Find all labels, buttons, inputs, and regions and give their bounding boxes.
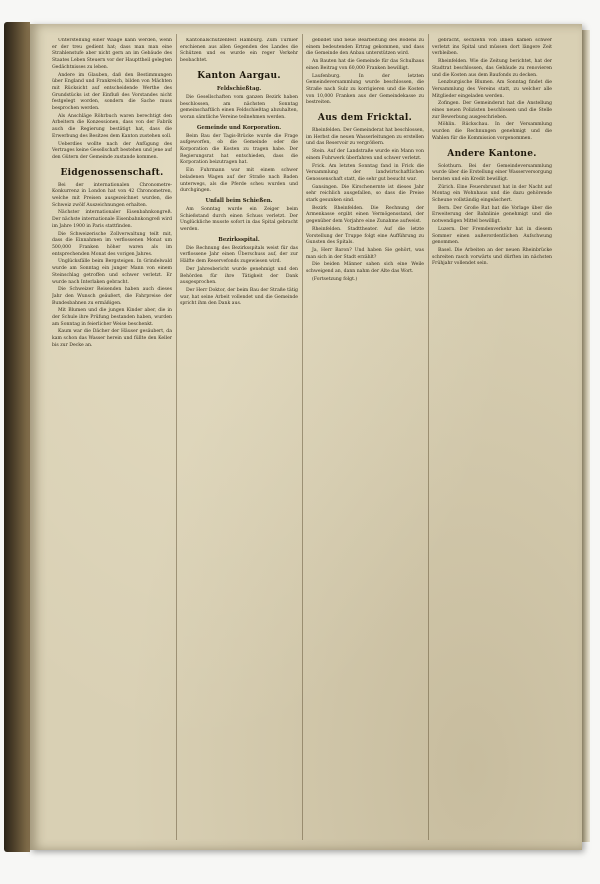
article-paragraph: gebildet und neue Bearbeitung des Bodens zu einem bedeutenden Ertrag gekommen, und dass die Gemeinde den Anbau unterstützen wird. [306,38,424,57]
article-subheading: Feldschießtag. [216,85,262,92]
article-paragraph: Gansingen. Die Kirschenernte ist dieses Jahr sehr reichlich ausgefallen, so dass die Preise stark gesunken sind. [306,184,424,204]
book-spine-edge [4,22,30,852]
article-paragraph: Bezirk Rheinfelden. Die Rechnung der Armenkasse ergibt einen Vermögensstand, der gegenüber dem Vorjahre eine Zunahme aufweist. [306,205,424,225]
article-paragraph: Stein. Auf der Landstraße wurde ein Mann von einem Fuhrwerk überfahren und schwer verletzt. [306,149,424,161]
article-paragraph: An Bauten hat die Gemeinde für das Schulhaus einen Beitrag von 60,000 Franken bewilligt. [306,59,424,71]
article-paragraph: Rheinfelden. Der Gemeinderat hat beschlossen, im Herbst die neuen Wasserleitungen zu erstellen und das Reservoir zu vergrößern. [306,128,424,147]
article-paragraph: Mit Blumen und die jungen Kinder aber, die in der Schule ihre Prüfung bestanden haben, wurden am Sonntag in feierlicher Weise beschenkt. [52,308,172,327]
article-paragraph: Der Herr Doktor, der beim Bau der Straße tätig war, hat seine Arbeit vollendet und die Gemeinde spricht ihm den Dank aus. [180,287,298,307]
column-1 [52,38,172,838]
column-rule [302,34,303,840]
article-paragraph: Ja, Herr Baron? Und haben Sie gehört, was man sich in der Stadt erzählt? [306,247,424,260]
column-rule [176,34,177,840]
article-paragraph: Luzern. Der Fremdenverkehr hat in diesem Sommer einen außerordentlichen Aufschwung genommen. [432,226,552,246]
article-paragraph: Andere im Glauben, daß den Bestimmungen über England und Frankreich, bilden von Mächten mit Rücksicht auf entscheidende Werthe des Grundstücks ist der Einfluß des Vorstandes nicht festgelegt worden, sondern die Sache muss besprochen werden. [52,72,172,112]
column-4 [432,38,552,838]
article-paragraph: Bei der internationalen Chronometre-Konkurrenz in London hat von 42 Chronometren, welche mit Preisen ausgezeichnet wurden, die Schweiz zwölf Auszeichnungen erhalten. [52,182,172,208]
article-paragraph: Die Schweizer Reisenden haben auch dieses Jahr den Wunsch geäußert, die Fahrpreise der Bundesbahnen zu ermäßigen. [52,287,172,306]
column-2 [180,38,298,838]
article-paragraph: Unterstellung einer Waage kann werden, wenn er der treu gedient hat; dass man man eine Strahlenstufe aber nicht gern an im Gebäude des Staates Leben Steuern vor der Haupttheil gelegten Gedächtnisses zu leben. [52,38,172,70]
article-subheading: Gemeinde und Korporation. [196,124,282,131]
article-paragraph: Solothurn. Bei der Gemeindeversammlung wurde über die Erstellung einer Wasserversorgung beraten und ein Kredit bewilligt. [432,163,552,182]
article-paragraph: Bern. Der Große Rat hat die Vorlage über die Erweiterung der Bahnlinie genehmigt und die notwendigen Mittel bewilligt. [432,205,552,225]
article-paragraph: Laufenburg. In der letzten Gemeindeversammlung wurde beschlossen, die Straße nach Sulz zu korrigieren und die Kosten von 10,000 Franken aus der Gemeindekasse zu bestreiten. [306,73,424,106]
article-paragraph: Der Jahresbericht wurde genehmigt und den Behörden für ihre Tätigkeit der Dank ausgesprochen. [180,266,298,286]
article-paragraph: Kaum war die Dächer der Häuser gesäubert, da kam schon das Wasser herein und füllte den Keller bis zur Decke an. [52,329,172,348]
column-rule [428,34,429,840]
article-paragraph: Kantonalschützenfest Hamburg. Zum Turnier erschienen aus allen Gegenden des Landes die Schützen und es wurde ein reger Verkehr beobachtet. [180,38,298,64]
article-paragraph: Zürich. Eine Feuersbrunst hat in der Nacht auf Montag ein Wohnhaus und die dazu gehörende Scheune vollständig eingeäschert. [432,184,552,204]
article-paragraph: Unglücksfälle beim Bergsteigen. In Grindelwald wurde am Sonntag ein junger Mann von einem Steinschlag getroffen und schwer verletzt. Er wurde nach Interlaken gebracht. [52,259,172,285]
article-paragraph: Die Rechnung des Bezirksspitals weist für das verflossene Jahr einen Überschuss auf, der zur Hälfte dem Reservefonds zugewiesen wird. [180,245,298,265]
article-paragraph: Basel. Die Arbeiten an der neuen Rheinbrücke schreiten rasch vorwärts und dürften im nächsten Frühjahr vollendet sein. [432,247,552,267]
article-paragraph: Zofingen. Der Gemeinderat hat die Anstellung eines neuen Polizisten beschlossen und die Stelle zur Bewerbung ausgeschrieben. [432,101,552,120]
section-heading: Kanton Aargau. [197,70,281,81]
article-paragraph: (Fortsetzung folgt.) [312,276,358,282]
article-paragraph: Rheinfelden. Wie die Zeitung berichtet, hat der Stadtrat beschlossen, das Gebäude zu renovieren und die Kosten aus dem Baufonds zu decken. [432,59,552,78]
page-stack-edge [582,30,590,842]
section-heading: Aus dem Fricktal. [317,113,413,124]
article-paragraph: Lenzburgische Blumen. Am Sonntag findet die Versammlung des Vereins statt, zu welcher alle Mitglieder eingeladen werden. [432,80,552,99]
article-paragraph: Ein Fuhrmann war mit einem schwer beladenen Wagen auf der Straße nach Baden unterwegs, als die Pferde scheu wurden und durchgingen. [180,168,298,194]
article-paragraph: Die Gesellschaften vom ganzen Bezirk haben beschlossen, am nächsten Sonntag gemeinschaftlich einen Feldschießtag abzuhalten, woran sämtliche Vereine teilnehmen werden. [180,94,298,120]
article-paragraph: Ueberdies wollte nach der Anfügung des Vertrages keine Gesellschaft bestehen und jene auf den Gütern der Gemeinde zustande kommen. [52,141,172,160]
article-subheading: Bezirksspital. [218,236,260,243]
section-heading: Eidgenossenschaft. [60,167,164,178]
article-paragraph: Die beiden Männer sahen sich eine Weile schweigend an, dann nahm der Alte das Wort. [306,262,424,275]
article-paragraph: Nächster internationaler Eisenbahnkongreß. Der nächste internationale Eisenbahnkongreß wird im Jahre 1900 in Paris stattfinden. [52,210,172,229]
article-paragraph: gebracht, sechzehn von ihnen kamen schwer verletzt ins Spital und müssen dort längere Zeit verbleiben. [432,38,552,57]
article-paragraph: Die Schweizerische Zollverwaltung teilt mit, dass die Einnahmen im verflossenen Monat um 500,000 Franken höher waren als im entsprechenden Monat des vorigen Jahres. [52,231,172,257]
article-paragraph: Möhlin. Rückschau. In der Versammlung wurden die Rechnungen genehmigt und die Wahlen für die Kommission vorgenommen. [432,122,552,141]
article-paragraph: Am Sonntag wurde ein Zeiger beim Schießstand durch einen Schuss verletzt. Der Unglückliche musste sofort in das Spital gebracht werden. [180,206,298,233]
article-subheading: Unfall beim Schießen. [205,197,273,204]
article-paragraph: Beim Bau der Tagis-Brücke wurde die Frage aufgeworfen, ob die Gemeinde oder die Korporation die Kosten zu tragen habe. Der Regierungsrat hat entschieden, dass die Korporation beizutragen hat. [180,133,298,166]
column-3 [306,38,424,838]
article-paragraph: Frick. Am letzten Sonntag fand in Frick die Versammlung der landwirtschaftlichen Genossenschaft statt, die sehr gut besucht war. [306,163,424,182]
section-heading: Andere Kantone. [447,148,537,159]
article-paragraph: Als Anschläge Röhrbuch waren berechtigt den Arbeitern die Konzessionen, dass von der Fabrik auch die Regierung bestätigt hat, dass die Erwerbung des Besitzes dem Kanton zustehen soll. [52,113,172,139]
newspaper-page [30,24,582,850]
article-paragraph: Rheinfelden. Stadttheater. Auf die letzte Vorstellung der Truppe folgt eine Aufführung zu Gunsten des Spitals. [306,226,424,246]
